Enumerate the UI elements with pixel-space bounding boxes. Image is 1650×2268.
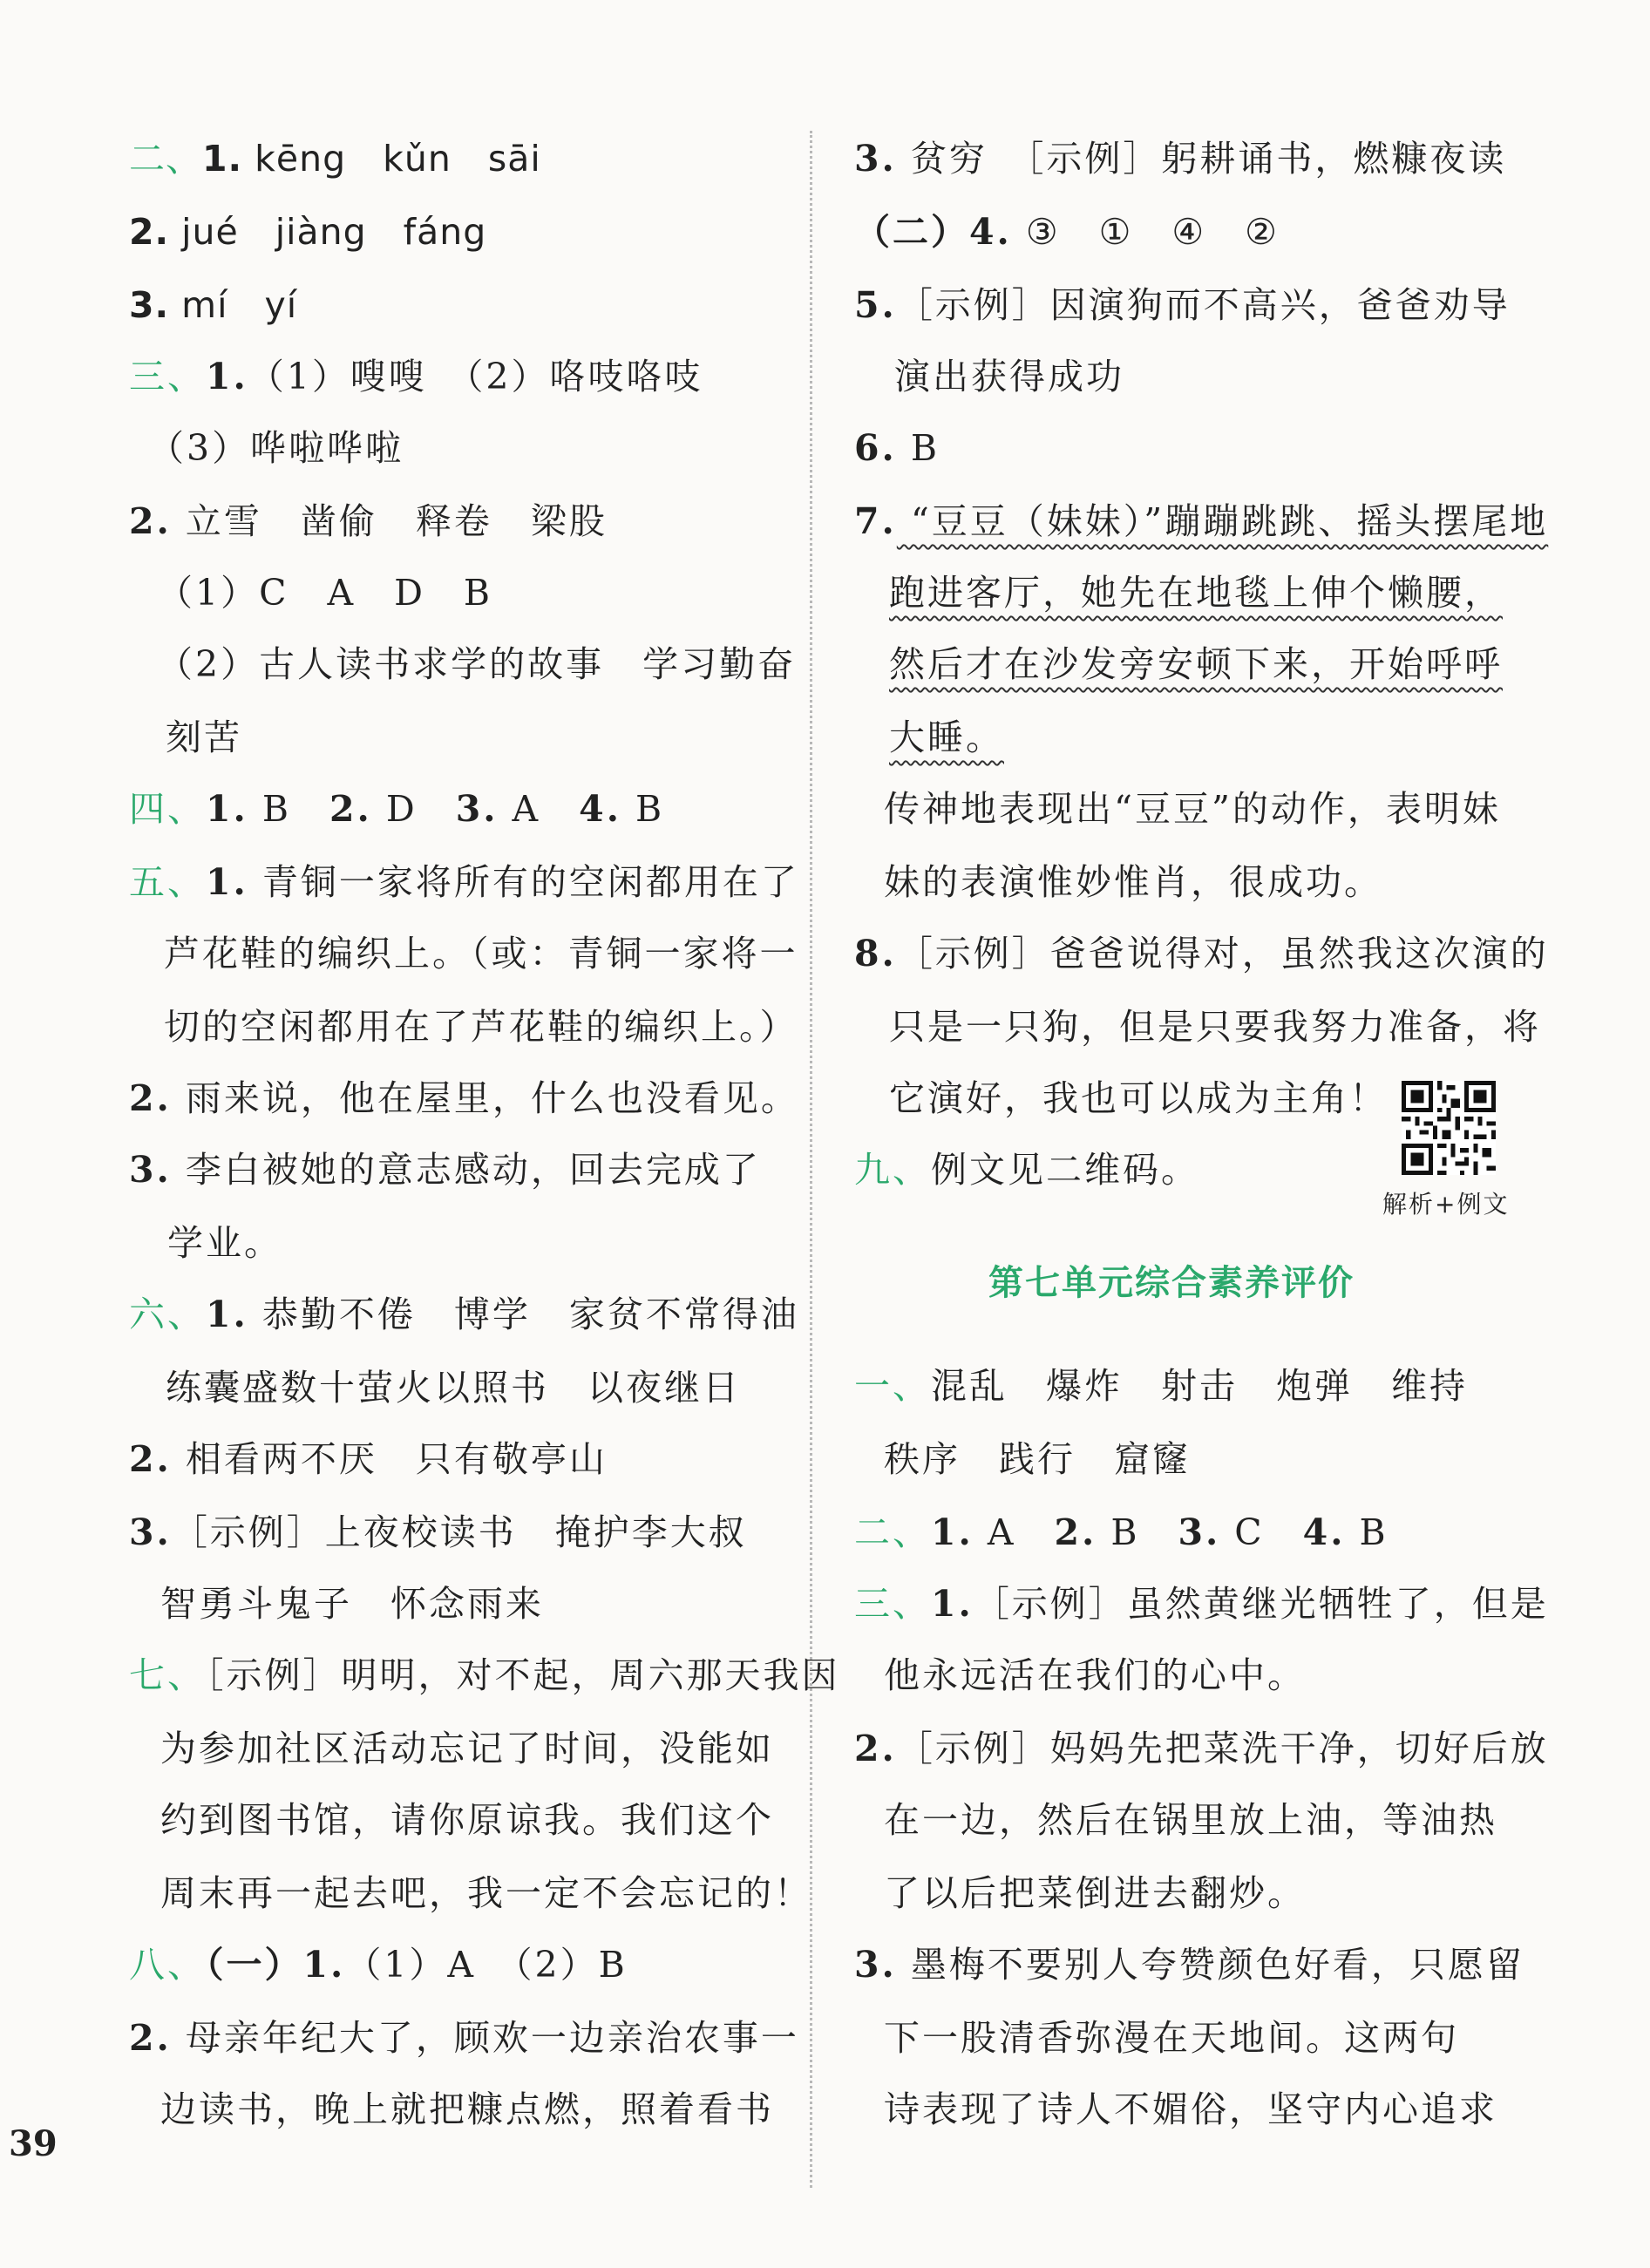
answer-line: （二）4. ③ ① ④ ② (854, 211, 1280, 253)
answer-line: 二、1. kēng kǔn sāi (129, 138, 541, 180)
answer-line: 演出获得成功 (894, 356, 1124, 397)
answer-line: 5.［示例］因演狗而不高兴，爸爸劝导 (854, 284, 1511, 326)
answer-line: 边读书，晚上就把糠点燃，照着看书 (160, 2088, 774, 2130)
answer-line: 3. 墨梅不要别人夸赞颜色好看，只愿留 (854, 1944, 1524, 1986)
answer-line: （2）古人读书求学的故事 学习勤奋 (157, 643, 797, 685)
answer-line: 然后才在沙发旁安顿下来，开始呼呼 (889, 643, 1503, 685)
answer-line: 2. 雨来说，他在屋里，什么也没看见。 (129, 1077, 799, 1119)
answer-line: 8.［示例］爸爸说得对，虽然我这次演的 (854, 933, 1549, 974)
answer-line: 刻苦 (166, 716, 242, 758)
qr-caption: 解析+例文 (1382, 1190, 1510, 1219)
answer-line: 2. jué jiàng fáng (129, 211, 487, 253)
answer-line: 一、混乱 爆炸 射击 炮弹 维持 (854, 1365, 1468, 1407)
answer-line: 学业。 (167, 1222, 282, 1264)
answer-line: （1）C A D B (157, 572, 493, 614)
answer-line: 六、1. 恭勤不倦 博学 家贫不常得油 (129, 1294, 799, 1335)
answer-line: 传神地表现出“豆豆”的动作，表明妹 (884, 788, 1501, 830)
answer-line: （3）哗啦哗啦 (148, 427, 404, 469)
answer-line: 二、1. A 2. B 3. C 4. B (854, 1511, 1389, 1553)
answer-line: 3. 贫穷 ［示例］躬耕诵书，燃糠夜读 (854, 138, 1507, 180)
answer-line: 3. 李白被她的意志感动，回去完成了 (129, 1149, 761, 1191)
answer-line: 了以后把菜倒进去翻炒。 (884, 1872, 1306, 1914)
qr-code[interactable] (1402, 1081, 1496, 1175)
answer-line: 秩序 践行 窟窿 (884, 1438, 1191, 1480)
answer-line: 7. “豆豆（妹妹）”蹦蹦跳跳、摇头摆尾地 (854, 500, 1549, 542)
answer-line: 九、例文见二维码。 (854, 1149, 1199, 1191)
answer-line: 妹的表演惟妙惟肖，很成功。 (884, 861, 1382, 903)
answer-line: 为参加社区活动忘记了时间，没能如 (160, 1728, 774, 1769)
answer-line: 2. 母亲年纪大了，顾欢一边亲治农事一 (129, 2017, 799, 2059)
answer-line: 2.［示例］妈妈先把菜洗干净，切好后放 (854, 1728, 1549, 1769)
answer-line: 3.［示例］上夜校读书 掩护李大叔 (129, 1511, 747, 1553)
answer-line: 下一股清香弥漫在天地间。这两句 (884, 2017, 1459, 2059)
section-title: 第七单元综合素养评价 (988, 1263, 1355, 1303)
answer-line: 芦花鞋的编织上。（或：青铜一家将一 (164, 933, 798, 974)
answer-line: 大睡。 (889, 716, 1004, 758)
answer-line: 他永远活在我们的心中。 (884, 1654, 1306, 1696)
answer-line: 切的空闲都用在了芦花鞋的编织上。） (164, 1006, 798, 1048)
answer-line: 八、（一）1.（1）A （2）B (129, 1944, 628, 1986)
answer-line: 它演好，我也可以成为主角！ (889, 1077, 1388, 1119)
answer-line: 五、1. 青铜一家将所有的空闲都用在了 (129, 861, 799, 903)
answer-line: 七、［示例］明明，对不起，周六那天我因 (129, 1654, 840, 1696)
answer-line: 周末再一起去吧，我一定不会忘记的！ (160, 1872, 812, 1914)
answer-line: 在一边，然后在锅里放上油，等油热 (884, 1799, 1497, 1841)
answer-line: 三、1.（1）嗖嗖 （2）咯吱咯吱 (129, 356, 703, 397)
answer-line: 四、1. B 2. D 3. A 4. B (129, 788, 665, 830)
answer-line: 智勇斗鬼子 怀念雨来 (160, 1583, 544, 1625)
column-divider (810, 131, 812, 2188)
answer-line: 跑进客厅，她先在地毯上伸个懒腰， (889, 572, 1503, 614)
answer-line: 练囊盛数十萤火以照书 以夜继日 (166, 1367, 741, 1409)
answer-line: 只是一只狗，但是只要我努力准备，将 (889, 1006, 1541, 1048)
page-number: 39 (9, 2123, 58, 2164)
answer-line: 2. 相看两不厌 只有敬亭山 (129, 1438, 608, 1480)
answer-line: 3. mí yí (129, 284, 298, 326)
answer-line: 2. 立雪 凿偷 释卷 梁股 (129, 500, 608, 542)
answer-line: 诗表现了诗人不媚俗，坚守内心追求 (884, 2088, 1497, 2130)
answer-line: 6. B (854, 427, 940, 469)
answer-line: 约到图书馆，请你原谅我。我们这个 (160, 1799, 774, 1841)
answer-line: 三、1.［示例］虽然黄继光牺牲了，但是 (854, 1583, 1549, 1625)
